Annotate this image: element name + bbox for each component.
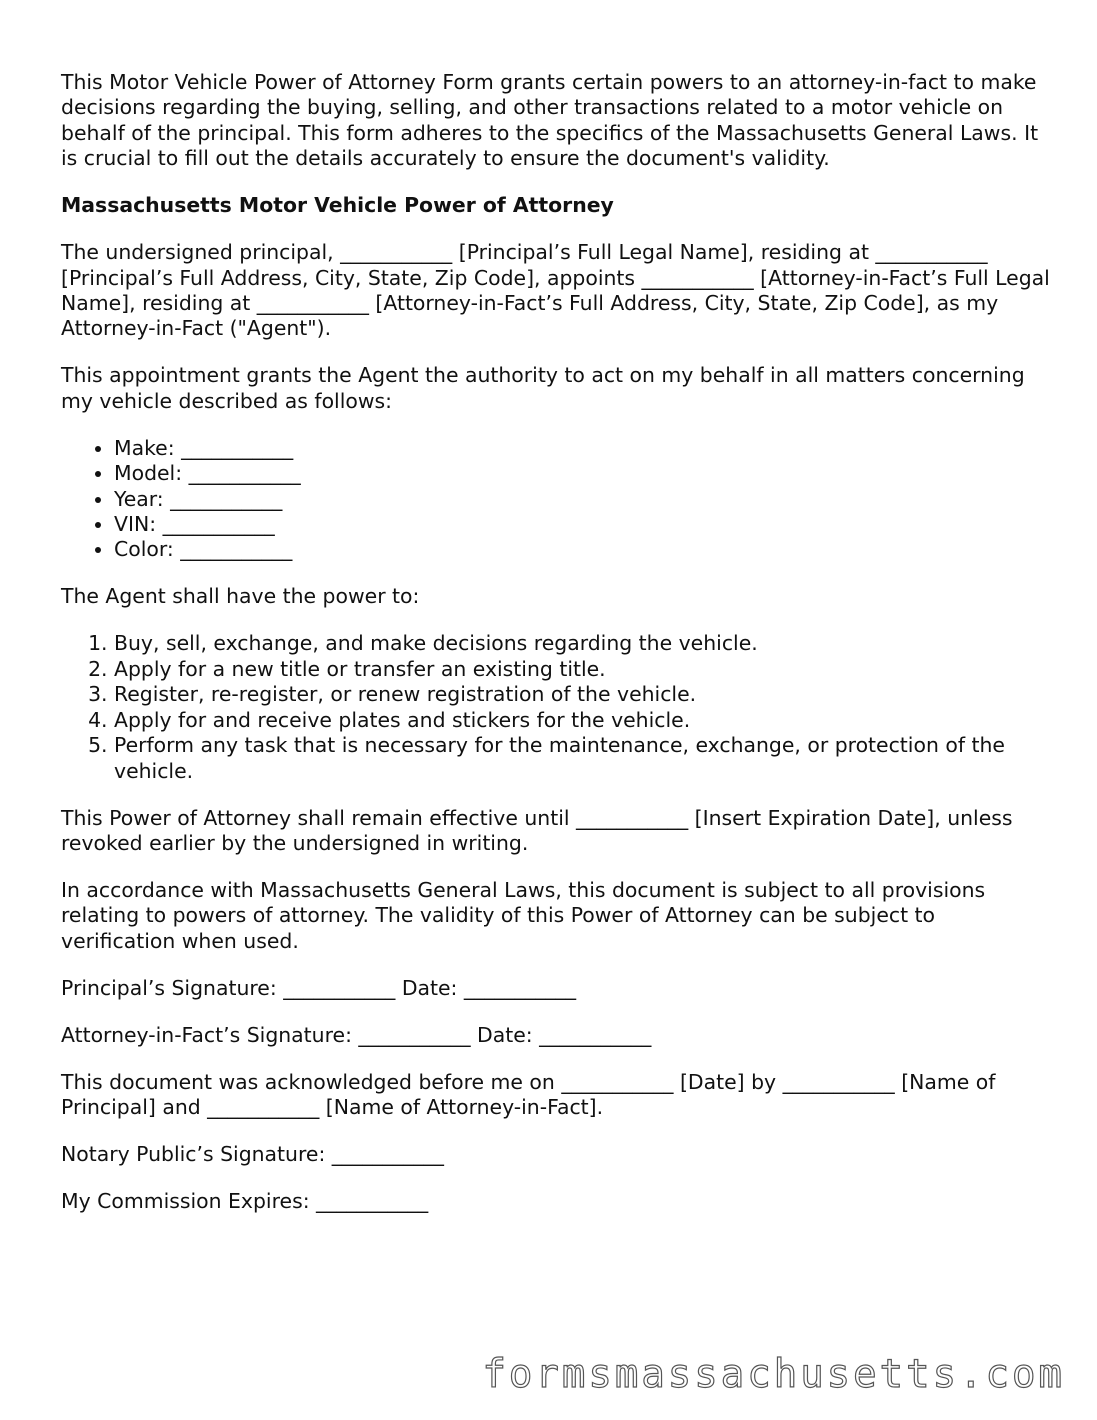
power-item: 5. Perform any task that is necessary for the maintenance, exchange, or protection of the vehicle. [114,733,1051,784]
vehicle-field-color: • Color: ___________ [114,537,1051,562]
duration-paragraph: This Power of Attorney shall remain effective until ___________ [Insert Expiration Date], unless revoked earlier by the undersigned in writing. [61,805,1013,855]
acknowledgment-paragraph: This document was acknowledged before me on ___________ [Date] by ___________ [Name of Principal] and ___________ [Name of Attorney-in-Fact]. [61,1069,996,1120]
vehicle-field-make: • Make: ___________ [114,436,1051,461]
site-watermark: formsmassachusetts.com [482,1352,1065,1397]
principal-signature-line: Principal’s Signature: ___________ Date: ___________ [61,975,577,1000]
document-body [61,70,1051,1236]
document-title: Massachusetts Motor Vehicle Power of Attorney [61,193,614,218]
appointment-paragraph: The undersigned principal, ___________ [Principal’s Full Legal Name], residing at ___________ [Principal’s Full Address, City, State, Zip Code], appoints ___________ [Attorney-in-Fact’s Full Legal Name], residing at ___________ [Attorney-in-Fact’s Full Address, City, State, Zip Code], as my Attorney-in-Fact ("Agent"). [61,240,1050,341]
commission-expiry-line: My Commission Expires: ___________ [61,1189,429,1214]
power-item: 2. Apply for a new title or transfer an existing title. [114,657,1051,682]
power-item: 4. Apply for and receive plates and stickers for the vehicle. [114,708,1051,733]
vehicle-fields-list [61,436,1051,563]
powers-intro: The Agent shall have the power to: [61,584,420,609]
power-item: 3. Register, re-register, or renew registration of the vehicle. [114,682,1051,707]
power-item: 1. Buy, sell, exchange, and make decisions regarding the vehicle. [114,631,1051,656]
vehicle-field-year: • Year: ___________ [114,487,1051,512]
vehicle-field-model: • Model: ___________ [114,461,1051,486]
notary-signature-line: Notary Public’s Signature: ___________ [61,1142,444,1167]
authority-paragraph: This appointment grants the Agent the authority to act on my behalf in all matters concerning my vehicle described as follows: [61,363,1025,413]
powers-list [61,631,1051,783]
legal-paragraph: In accordance with Massachusetts General Laws, this document is subject to all provisions relating to powers of attorney. The validity of this Power of Attorney can be subject to verification when used. [61,877,986,953]
vehicle-field-vin: • VIN: ___________ [114,512,1051,537]
agent-signature-line: Attorney-in-Fact’s Signature: ___________ Date: ___________ [61,1022,652,1047]
intro-paragraph: This Motor Vehicle Power of Attorney Form grants certain powers to an attorney-in-fact to make decisions regarding the buying, selling, and other transactions related to a motor vehicle on behalf of the principal. This form adheres to the specifics of the Massachusetts General Laws. It is crucial to fill out the details accurately to ensure the document's validity. [61,70,1039,171]
